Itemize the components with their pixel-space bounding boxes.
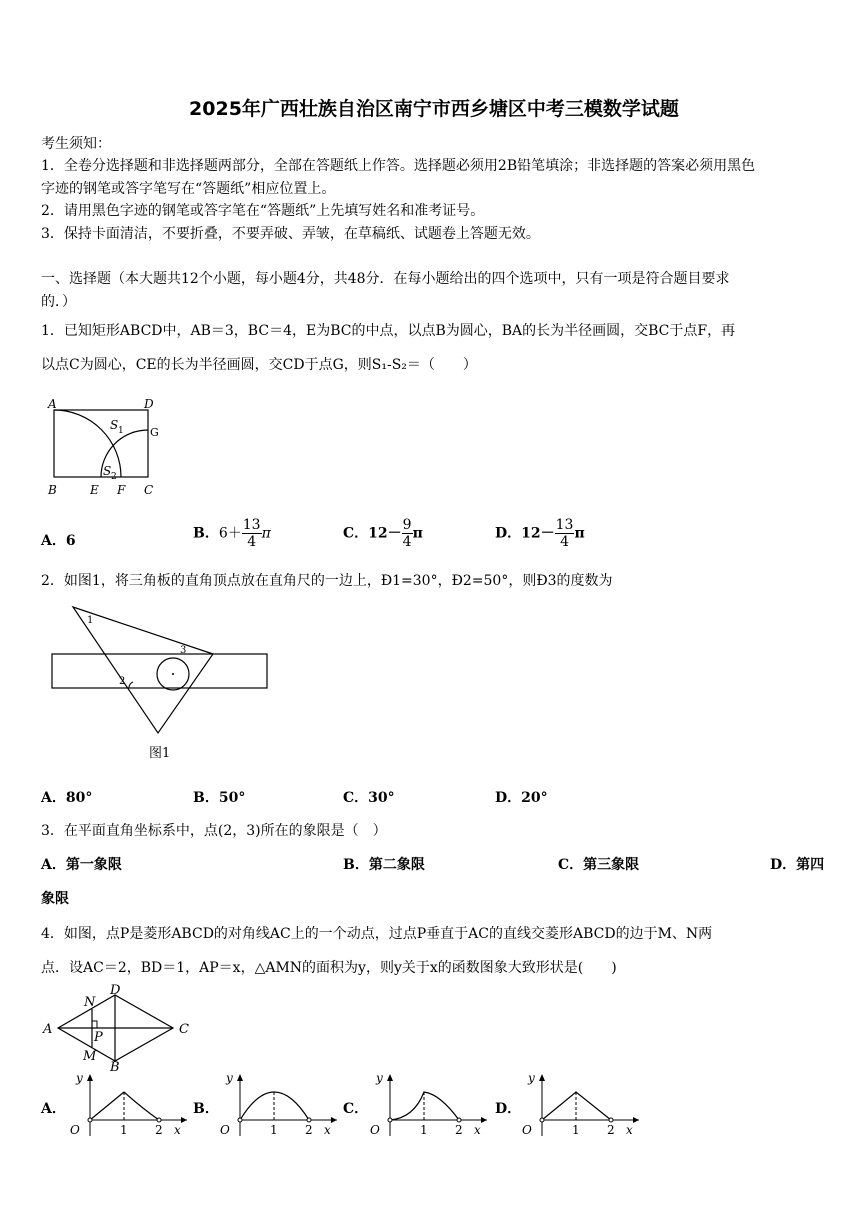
figure-label: S	[103, 464, 112, 478]
figure-label: A	[48, 397, 57, 411]
notice-item: 2．请用黑色字迹的钢笔或答字笔在“答题纸”上先填写姓名和准考证号。	[41, 203, 485, 219]
angle-label-2: 2	[119, 676, 126, 687]
question-1-text-cont: 以点C为圆心，CE的长为半径画圆，交CD于点G，则S₁-S₂＝（ ）	[41, 357, 477, 373]
option-c[interactable]	[343, 517, 423, 550]
section-heading-cont: 的．）	[41, 294, 76, 310]
option-prefix: B．	[193, 525, 219, 542]
figure-label: P	[94, 1030, 103, 1045]
option-d-graph	[514, 1070, 644, 1140]
option-b[interactable]: B．第二象限	[343, 857, 425, 873]
figure-caption: 图1	[149, 746, 171, 761]
denominator: 4	[560, 534, 569, 550]
tick-label: 2	[155, 1123, 163, 1137]
figure-label: 1	[118, 426, 124, 436]
tick-label: 1	[572, 1123, 580, 1137]
option-c-graph	[362, 1070, 492, 1140]
option-d[interactable]: D．第四	[770, 857, 825, 873]
figure-label: E	[90, 483, 99, 497]
option-d[interactable]: D．	[495, 1101, 522, 1117]
origin-label: O	[370, 1123, 380, 1137]
figure-label: M	[83, 1049, 97, 1064]
option-text: 12－	[521, 525, 555, 542]
notice-item: 字迹的钢笔或答字笔写在“答题纸”相应位置上。	[41, 181, 336, 197]
option-a[interactable]: A．80°	[41, 790, 93, 806]
option-b-graph	[212, 1070, 342, 1140]
axis-label-x: x	[324, 1123, 331, 1137]
option-a[interactable]: A．第一象限	[41, 857, 122, 873]
figure-label: D	[144, 397, 154, 411]
angle-label-3: 3	[180, 645, 187, 656]
section-heading: 一、选择题（本大题共12个小题，每小题4分，共48分．在每小题给出的四个选项中，只有一项是符合题目要求	[41, 271, 730, 287]
question-2-text: 2．如图1，将三角板的直角顶点放在直角尺的一边上，Ð1=30°，Ð2=50°，则Ð3的度数为	[41, 573, 613, 589]
option-b[interactable]: B．50°	[193, 790, 246, 806]
axis-label-y: y	[76, 1071, 83, 1085]
figure-label: 2	[111, 472, 117, 482]
fraction	[555, 517, 575, 550]
option-prefix: D．	[495, 525, 522, 542]
figure-label: N	[84, 995, 96, 1010]
tick-label: 2	[607, 1123, 615, 1137]
axis-label-y: y	[376, 1071, 383, 1085]
origin-label: O	[220, 1123, 230, 1137]
option-b[interactable]	[193, 517, 271, 550]
option-d-wrap: 象限	[41, 891, 69, 907]
axis-label-x: x	[474, 1123, 481, 1137]
denominator: 4	[247, 534, 257, 550]
question-4-text-cont: 点．设AC＝2，BD＝1，AP＝x，△AMN的面积为y，则y关于x的函数图象大致形状是( )	[41, 960, 617, 976]
origin-label: O	[70, 1123, 80, 1137]
numerator: 13	[242, 517, 261, 533]
question-2-figure	[45, 600, 275, 770]
option-c[interactable]: C．第三象限	[558, 857, 640, 873]
question-3-text: 3．在平面直角坐标系中，点(2，3)所在的象限是（ ）	[41, 823, 387, 839]
figure-label: B	[110, 1060, 120, 1073]
axis-label-x: x	[626, 1123, 633, 1137]
option-a[interactable]: A．	[41, 1101, 66, 1117]
figure-label: C	[144, 483, 154, 497]
numerator: 13	[555, 517, 574, 533]
origin-label: O	[522, 1123, 532, 1137]
option-b[interactable]: B．	[193, 1101, 219, 1117]
question-1-figure	[40, 393, 170, 503]
denominator: 4	[402, 534, 412, 550]
pi-symbol: π	[261, 525, 271, 542]
option-text: 6＋	[218, 525, 242, 542]
option-prefix: C．	[343, 525, 369, 542]
notice-item: 1．全卷分选择题和非选择题两部分，全部在答题纸上作答。选择题必须用2B铅笔填涂；非选择题的答案必须用黑色	[41, 158, 756, 174]
tick-label: 1	[120, 1123, 128, 1137]
tick-label: 1	[420, 1123, 428, 1137]
option-text: 12－	[368, 525, 402, 542]
tick-label: 2	[305, 1123, 313, 1137]
option-d[interactable]: D．20°	[495, 790, 548, 806]
figure-label: F	[117, 483, 126, 497]
option-c[interactable]: C．	[343, 1101, 369, 1117]
figure-label: S	[110, 418, 119, 432]
pi-symbol: π	[574, 525, 585, 542]
page-title: 2025年广西壮族自治区南宁市西乡塘区中考三模数学试题	[189, 98, 679, 120]
option-a[interactable]: A．6	[41, 533, 76, 549]
figure-label: G	[150, 426, 159, 439]
fraction	[402, 517, 413, 550]
axis-label-y: y	[226, 1071, 233, 1085]
figure-label: D	[110, 983, 121, 998]
tick-label: 2	[455, 1123, 463, 1137]
figure-label: C	[179, 1022, 189, 1037]
fraction	[242, 517, 262, 550]
figure-label: B	[48, 483, 57, 497]
question-4-figure	[40, 983, 200, 1073]
notice-heading: 考生须知：	[41, 136, 111, 152]
option-a-graph	[62, 1070, 192, 1140]
pi-symbol: π	[412, 525, 423, 542]
axis-label-x: x	[174, 1123, 181, 1137]
question-4-text: 4．如图，点P是菱形ABCD的对角线AC上的一个动点，过点P垂直于AC的直线交菱形ABCD的边于M、N两	[41, 926, 713, 942]
figure-label: A	[43, 1022, 53, 1037]
notice-item: 3．保持卡面清洁，不要折叠，不要弄破、弄皱，在草稿纸、试题卷上答题无效。	[41, 226, 540, 242]
axis-label-y: y	[528, 1071, 535, 1085]
angle-label-1: 1	[87, 615, 94, 626]
numerator: 9	[402, 517, 412, 533]
option-c[interactable]: C．30°	[343, 790, 395, 806]
tick-label: 1	[270, 1123, 278, 1137]
question-1-text: 1．已知矩形ABCD中，AB＝3，BC＝4，E为BC的中点，以点B为圆心，BA的长为半径画圆，交BC于点F，再	[41, 323, 736, 339]
option-d[interactable]	[495, 517, 585, 550]
